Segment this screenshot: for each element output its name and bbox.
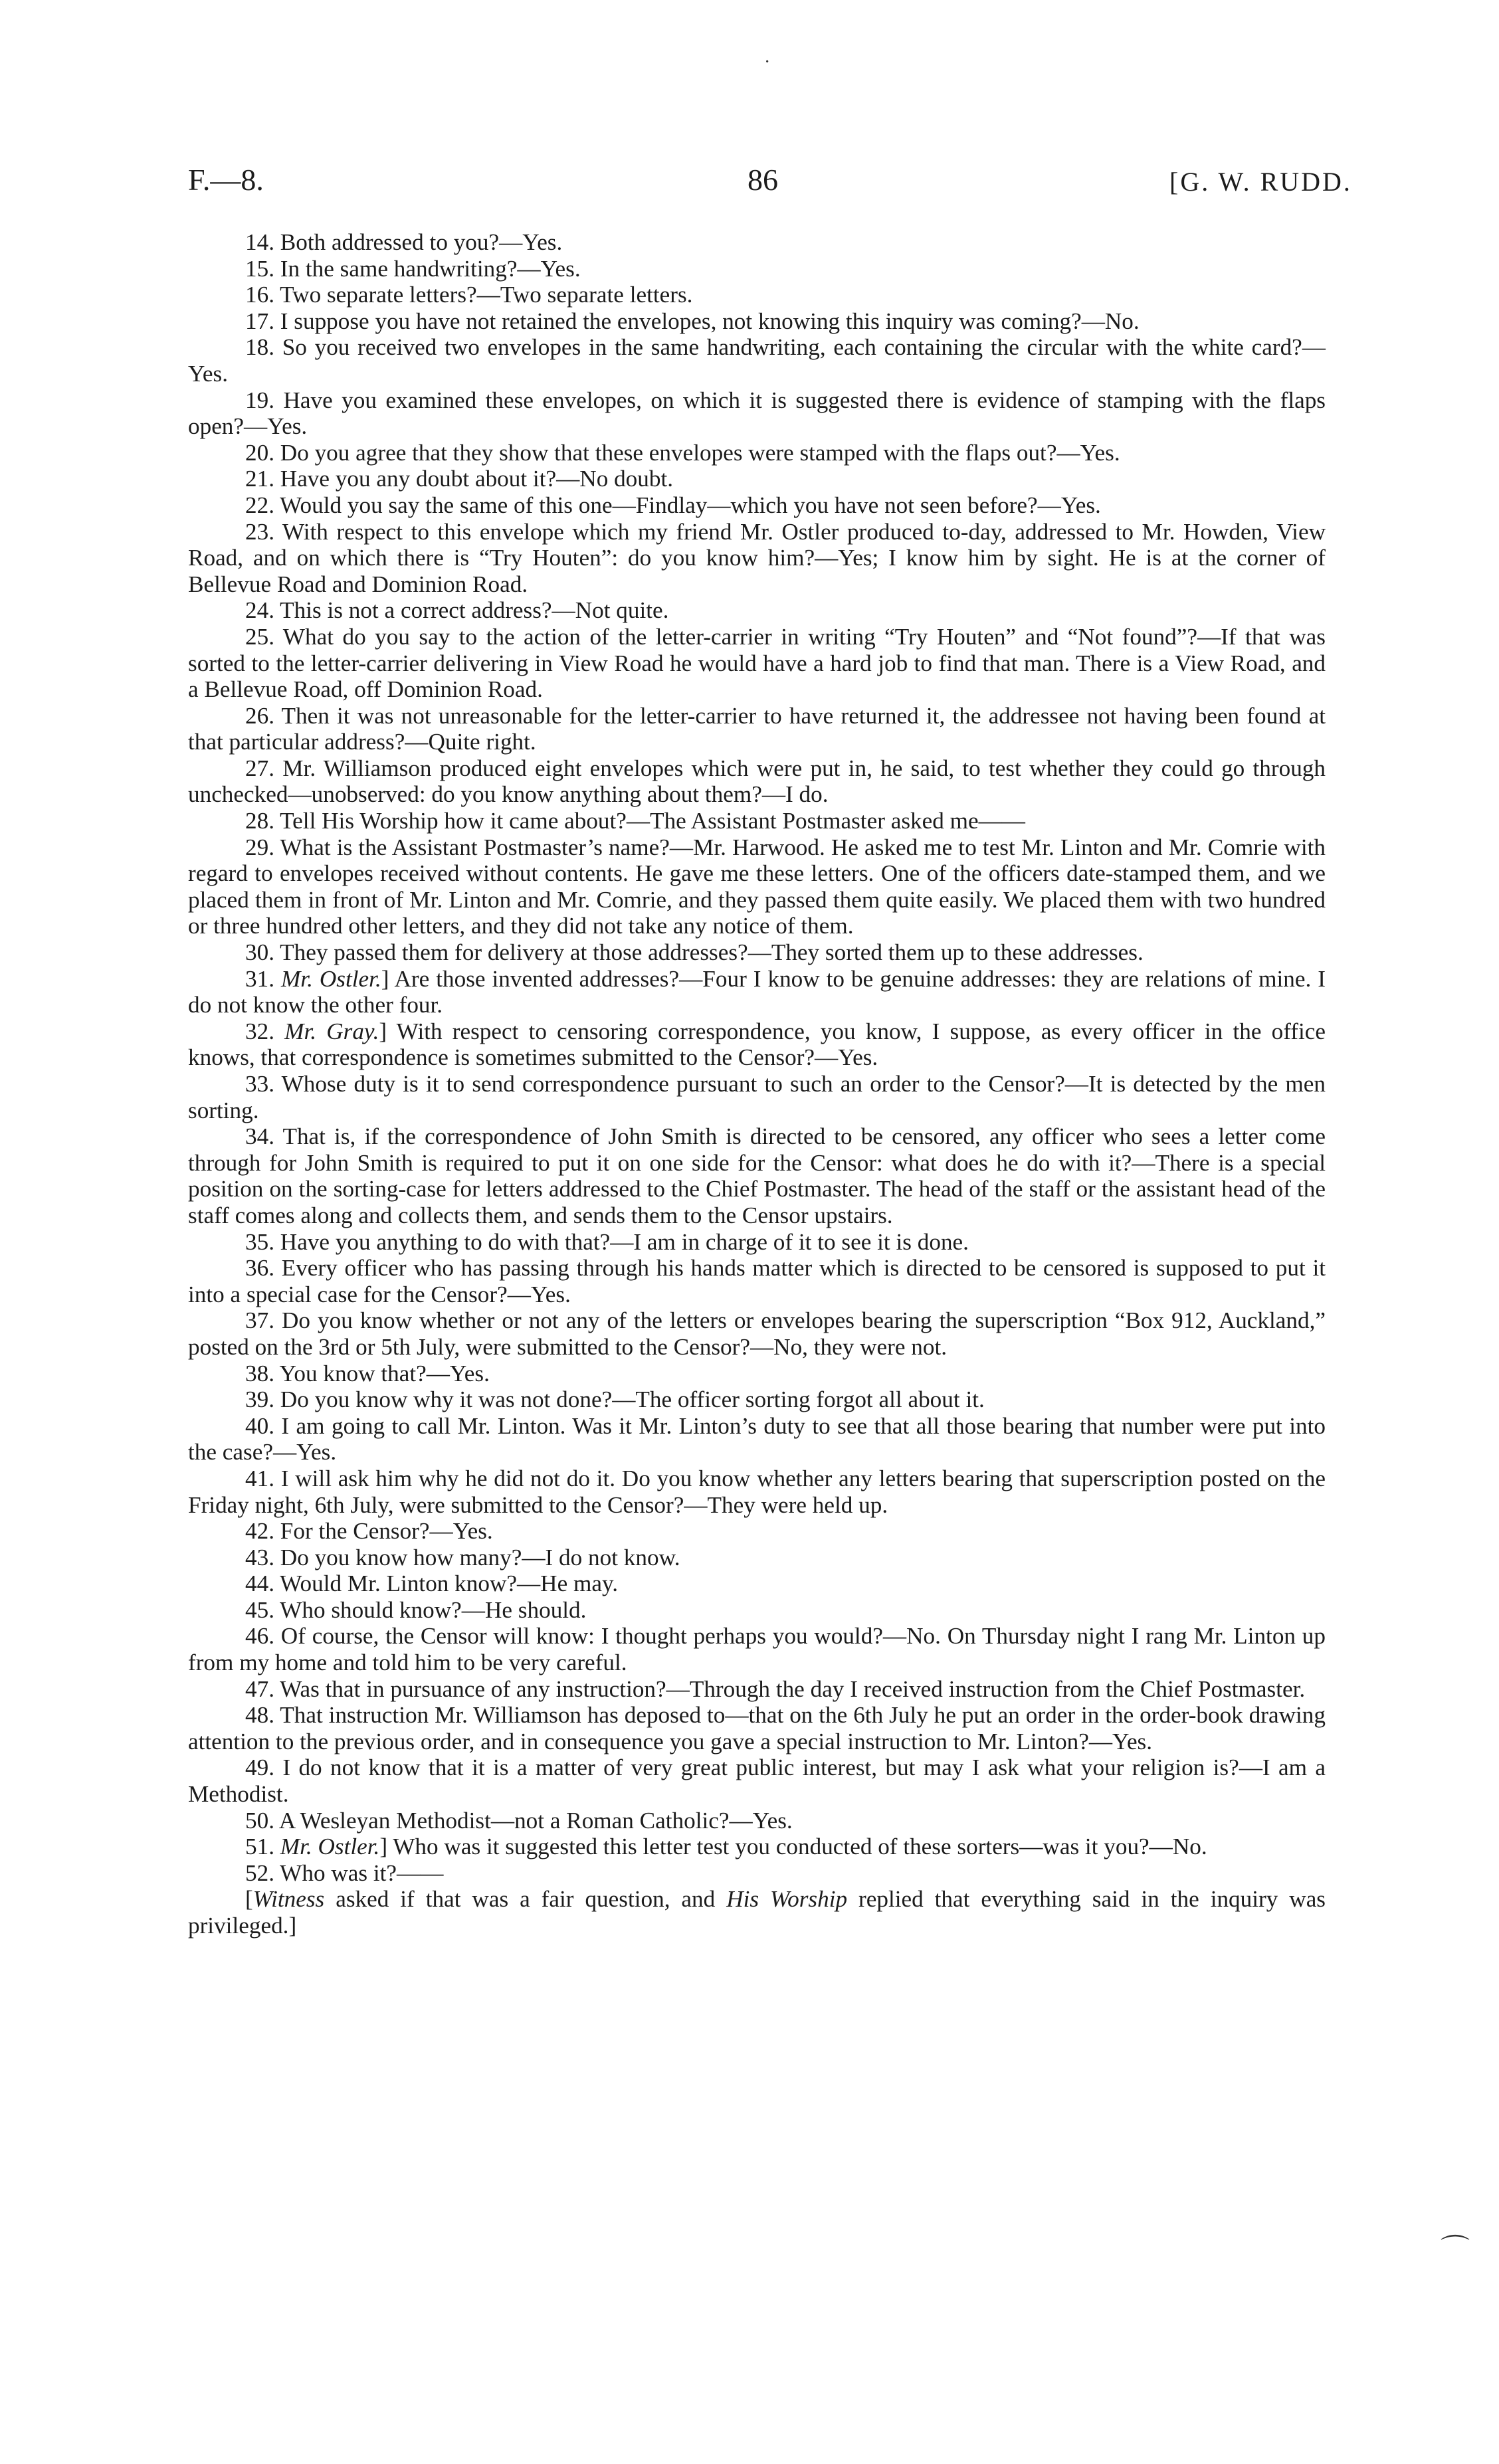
page-number: 86 <box>748 163 778 197</box>
paragraph-25: 25. What do you say to the action of the letter-carrier in writing “Try Houten” and “Not found”?—If that was sorted to the letter-carrier delivering in View Road he would have a hard job to find that man. There is a View Road, and a Bellevue Road, off Dominion Road. <box>188 623 1326 703</box>
paragraph-number: 31. <box>245 965 274 992</box>
speaker-name: Mr. Ostler. <box>280 1834 380 1860</box>
margin-scan-mark: ⌒ <box>1441 2233 1470 2266</box>
paragraph-16: 16. Two separate letters?—Two separate letters. <box>245 282 693 308</box>
closing-note <box>188 1886 1326 1939</box>
paragraph-41: 41. I will ask him why he did not do it. Do you know whether any letters bearing that superscription posted on the Friday night, 6th July, were submitted to the Censor?—They were held up. <box>188 1465 1326 1518</box>
paragraph-33: 33. Whose duty is it to send correspondence pursuant to such an order to the Censor?—It is detected by the men sorting. <box>188 1071 1326 1123</box>
paragraph-44: 44. Would Mr. Linton know?—He may. <box>245 1570 619 1597</box>
paragraph-39: 39. Do you know why it was not done?—The officer sorting forgot all about it. <box>245 1386 985 1413</box>
paragraph-text: ] Who was it suggested this letter test you conducted of these sorters—was it you?—No. <box>379 1834 1207 1860</box>
paragraph-49: 49. I do not know that it is a matter of very great public interest, but may I ask what your religion is?—I am a Methodist. <box>188 1754 1326 1808</box>
paragraph-21: 21. Have you any doubt about it?—No doubt. <box>245 466 674 492</box>
paragraph-text: ] Are those invented addresses?—Four I know to be genuine addresses: they are relations of mine. I do not know the other four. <box>188 965 1326 1018</box>
paragraph-52: 52. Who was it?—— <box>245 1859 444 1886</box>
paragraph-51 <box>188 1834 1326 1860</box>
speaker-name: Witness <box>252 1886 325 1913</box>
paragraph-15: 15. In the same handwriting?—Yes. <box>245 255 581 282</box>
paragraph-32 <box>188 1018 1326 1071</box>
speaker-name-2: His Worship <box>726 1886 848 1913</box>
transcript-body <box>188 229 1326 1939</box>
note-text-2: replied that everything said in the inquiry was privileged.] <box>188 1886 1326 1939</box>
scan-speck-mark: · <box>764 52 771 72</box>
paragraph-18: 18. So you received two envelopes in the same handwriting, each containing the circular with the white card?—Yes. <box>188 334 1326 387</box>
paragraph-43: 43. Do you know how many?—I do not know. <box>245 1544 680 1570</box>
paragraph-27: 27. Mr. Williamson produced eight envelopes which were put in, he said, to test whether they could go through unchecked—unobserved: do you know anything about them?—I do. <box>188 755 1326 808</box>
paragraph-45: 45. Who should know?—He should. <box>245 1596 587 1623</box>
paragraph-23: 23. With respect to this envelope which my friend Mr. Ostler produced to-day, addressed to Mr. Howden, View Road, and on which there is “Try Houten”: do you know him?—Yes; I know him by sight. He is at the corner of Bellevue Road and Dominion Road. <box>188 518 1326 597</box>
paragraph-50: 50. A Wesleyan Methodist—not a Roman Catholic?—Yes. <box>245 1807 793 1834</box>
paragraph-40: 40. I am going to call Mr. Linton. Was it Mr. Linton’s duty to see that all those bearing that number were put into the case?—Yes. <box>188 1412 1326 1466</box>
paragraph-47: 47. Was that in pursuance of any instruction?—Through the day I received instruction from the Chief Postmaster. <box>245 1675 1306 1702</box>
witness-name: [G. W. RUDD. <box>1169 167 1352 197</box>
bracket-open: [ <box>245 1886 253 1913</box>
paragraph-14: 14. Both addressed to you?—Yes. <box>245 229 563 255</box>
speaker-name: Mr. Gray. <box>284 1018 379 1044</box>
paragraph-19: 19. Have you examined these envelopes, on which it is suggested there is evidence of stamping with the flaps open?—Yes. <box>188 387 1326 440</box>
note-text: asked if that was a fair question, and <box>324 1886 727 1913</box>
paragraph-17: 17. I suppose you have not retained the envelopes, not knowing this inquiry was coming?—No. <box>245 308 1140 334</box>
paragraph-28: 28. Tell His Worship how it came about?—The Assistant Postmaster asked me—— <box>245 808 1025 834</box>
paragraph-text: ] With respect to censoring correspondence, you know, I suppose, as every officer in the office knows, that correspondence is sometimes submitted to the Censor?—Yes. <box>188 1018 1326 1071</box>
paragraph-34: 34. That is, if the correspondence of John Smith is directed to be censored, any officer who sees a letter come through for John Smith is required to put it on one side for the Censor: what does he do with it?—There is a special position on the sorting-case for letters addressed to the Chief Postmaster. The head of the staff or the assistant head of the staff comes along and collects them, and sends them to the Censor upstairs. <box>188 1123 1326 1228</box>
paragraph-31 <box>188 966 1326 1018</box>
paragraph-24: 24. This is not a correct address?—Not quite. <box>245 597 669 624</box>
paragraph-48: 48. That instruction Mr. Williamson has deposed to—that on the 6th July he put an order in the order-book drawing attention to the previous order, and in consequence you gave a special instruction to Mr. Linton?—Yes. <box>188 1702 1326 1754</box>
paragraph-46: 46. Of course, the Censor will know: I thought perhaps you would?—No. On Thursday night I rang Mr. Linton up from my home and told him to be very careful. <box>188 1623 1326 1676</box>
paragraph-38: 38. You know that?—Yes. <box>245 1360 490 1386</box>
paragraph-36: 36. Every officer who has passing through his hands matter which is directed to be censored is supposed to put it into a special case for the Censor?—Yes. <box>188 1255 1326 1307</box>
paragraph-29: 29. What is the Assistant Postmaster’s name?—Mr. Harwood. He asked me to test Mr. Linton and Mr. Comrie with regard to envelopes received without contents. He gave me these letters. One of the officers date-stamped them, and we placed them in front of Mr. Linton and Mr. Comrie, and they passed them quite easily. We placed them with two hundred or three hundred other letters, and they did not take any notice of them. <box>188 834 1326 939</box>
paragraph-20: 20. Do you agree that they show that these envelopes were stamped with the flaps out?—Yes. <box>245 439 1120 466</box>
paragraph-26: 26. Then it was not unreasonable for the letter-carrier to have returned it, the addressee not having been found at that particular address?—Quite right. <box>188 702 1326 755</box>
document-code: F.—8. <box>188 163 264 197</box>
speaker-name: Mr. Ostler. <box>280 965 381 992</box>
paragraph-30: 30. They passed them for delivery at those addresses?—They sorted them up to these addresses. <box>245 939 1144 966</box>
paragraph-42: 42. For the Censor?—Yes. <box>245 1518 493 1545</box>
paragraph-22: 22. Would you say the same of this one—Findlay—which you have not seen before?—Yes. <box>245 492 1101 518</box>
paragraph-35: 35. Have you anything to do with that?—I am in charge of it to see it is done. <box>245 1228 969 1255</box>
paragraph-37: 37. Do you know whether or not any of the letters or envelopes bearing the superscription “Box 912, Auckland,” posted on the 3rd or 5th July, were submitted to the Censor?—No, they were not. <box>188 1307 1326 1360</box>
paragraph-number: 51. <box>245 1834 274 1860</box>
paragraph-number: 32. <box>245 1018 274 1044</box>
